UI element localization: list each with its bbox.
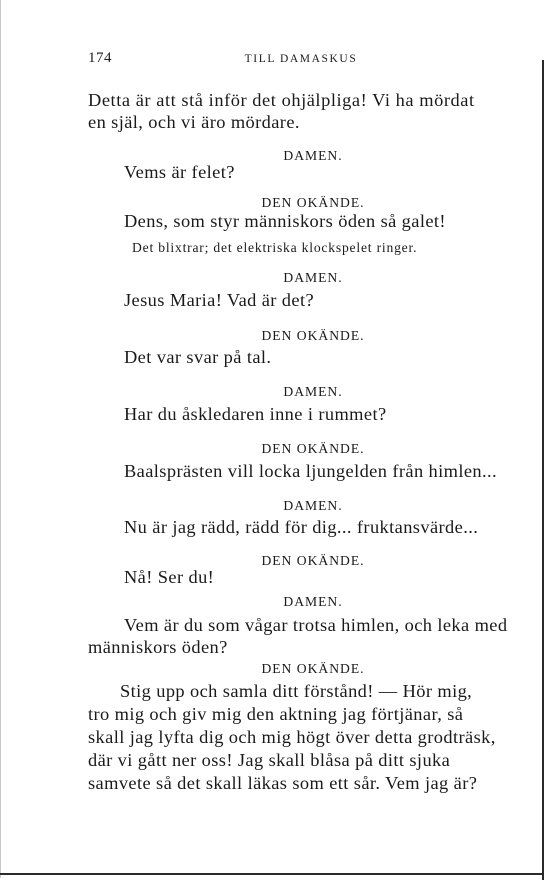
dialogue-line: Dens, som styr människors öden så galet! (124, 211, 446, 231)
page-number: 174 (88, 50, 112, 66)
dialogue-line: Stig upp och samla ditt förstånd! — Hör mig, (120, 681, 473, 701)
speaker-name: DEN OKÄNDE. (261, 195, 365, 210)
speaker-name: DAMEN. (283, 270, 343, 285)
speaker-name: DEN OKÄNDE. (261, 553, 365, 568)
speaker-name: DAMEN. (283, 594, 343, 609)
dialogue-line: Nu är jag rädd, rädd för dig... fruktansvärde... (124, 517, 479, 537)
dialogue-line: Baalsprästen vill locka ljungelden från himlen... (124, 461, 498, 481)
dialogue-line: människors öden? (88, 637, 228, 657)
dialogue-line: där vi gått ner oss! Jag skall blåsa på ditt sjuka (88, 750, 451, 770)
running-title: TILL DAMASKUS (244, 53, 358, 65)
text-line: Detta är att stå inför det ohjälpliga! Vi ha mördat (88, 90, 475, 110)
dialogue-line: Det var svar på tal. (124, 347, 272, 367)
page-edge-left (0, 0, 1, 878)
dialogue-line: Jesus Maria! Vad är det? (124, 290, 315, 310)
dialogue-line: Vem är du som vågar trotsa himlen, och leka med (124, 615, 508, 635)
page-edge-bottom (0, 873, 544, 875)
dialogue-line: skall jag lyfta dig och mig högt över detta grodträsk, (88, 727, 496, 747)
speaker-name: DAMEN. (283, 498, 343, 513)
speaker-name: DAMEN. (283, 384, 343, 399)
dialogue-line: tro mig och giv mig den aktning jag förtjänar, så (88, 704, 464, 724)
speaker-name: DEN OKÄNDE. (261, 661, 365, 676)
speaker-name: DEN OKÄNDE. (261, 441, 365, 456)
text-line: en själ, och vi äro mördare. (88, 112, 300, 132)
dialogue-line: samvete så det skall läkas som ett sår. Vem jag är? (88, 773, 478, 793)
dialogue-line: Har du åskledaren inne i rummet? (124, 404, 387, 424)
dialogue-line: Vems är felet? (124, 162, 235, 182)
page-header (88, 50, 514, 72)
dialogue-line: Nå! Ser du! (124, 567, 215, 587)
speaker-name: DEN OKÄNDE. (261, 328, 365, 343)
speaker-name: DAMEN. (283, 148, 343, 163)
stage-direction: Det blixtrar; det elektriska klockspelet ringer. (132, 240, 418, 255)
